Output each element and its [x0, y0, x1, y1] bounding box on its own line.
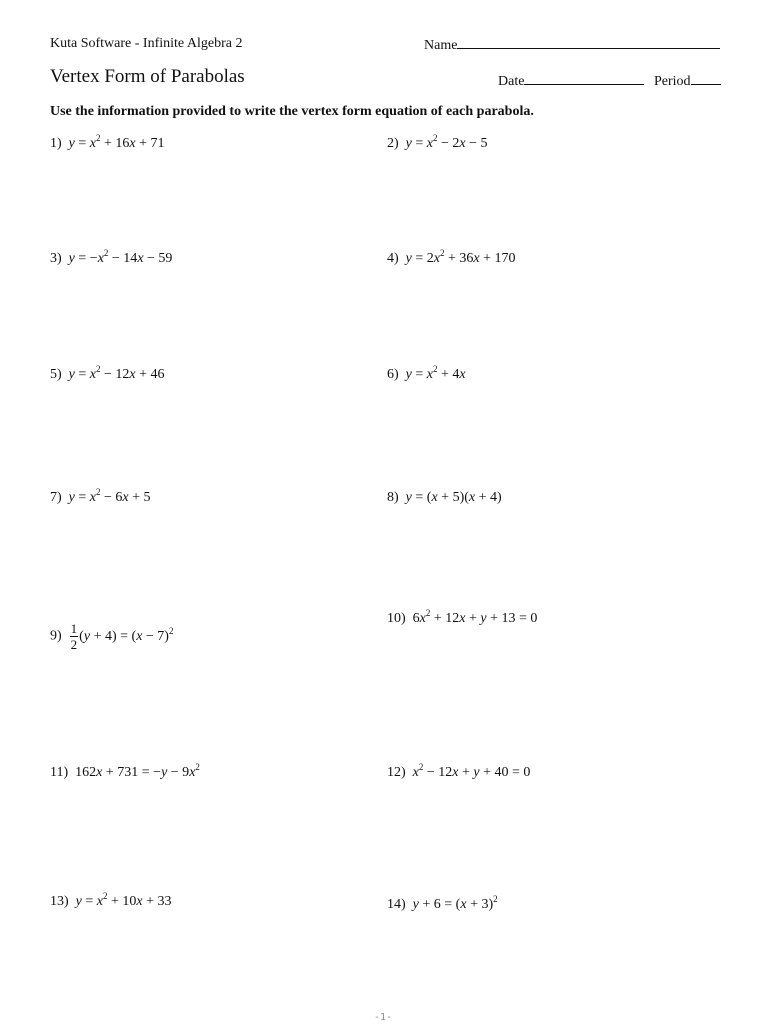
period-label: Period	[654, 74, 691, 89]
problem-number: 8)	[387, 490, 399, 505]
problem-equation: $162x + 731 = -y - 9x^2$	[75, 762, 200, 780]
problem-4	[387, 248, 516, 267]
problem-number: 6)	[387, 367, 399, 382]
problem-equation: $y + 6 = (x + 3)^2$	[412, 894, 498, 912]
problem-number: 12)	[387, 765, 406, 780]
problem-number: 13)	[50, 894, 69, 909]
problem-equation: $y = x^2 - 2x - 5$	[405, 133, 488, 151]
problem-8	[387, 490, 502, 506]
problem-number: 1)	[50, 136, 62, 151]
page-number: -1-	[374, 1012, 393, 1023]
problem-14	[387, 894, 498, 913]
problem-equation: $y = x^2 + 16x + 71$	[68, 133, 165, 151]
problem-number: 7)	[50, 490, 62, 505]
problem-number: 10)	[387, 611, 406, 626]
problem-equation: $y = -x^2 - 14x - 59$	[68, 248, 173, 266]
problem-6	[387, 364, 466, 383]
instructions: Use the information provided to write the vertex form equation of each parabola.	[50, 104, 534, 119]
problem-equation: $y = x^2 - 12x + 46$	[68, 364, 165, 382]
problem-equation: y = (x + 5)(x + 4)	[405, 490, 502, 505]
problem-7	[50, 487, 151, 506]
problem-12	[387, 762, 531, 781]
problem-equation: $6x^2 + 12x + y + 13 = 0$	[412, 608, 538, 626]
problem-number: 2)	[387, 136, 399, 151]
problem-number: 5)	[50, 367, 62, 382]
worksheet-title: Vertex Form of Parabolas	[50, 66, 245, 87]
problem-2	[387, 133, 488, 152]
problem-11	[50, 762, 200, 781]
problem-3	[50, 248, 173, 267]
problem-number: 11)	[50, 765, 69, 780]
publisher-label: Kuta Software - Infinite Algebra 2	[50, 36, 243, 51]
problem-number: 4)	[387, 251, 399, 266]
date-blank-line[interactable]	[524, 72, 644, 85]
problem-number: 9)	[50, 628, 62, 644]
problem-9	[50, 622, 173, 651]
problem-1	[50, 133, 165, 152]
problem-equation: $x^2 - 12x + y + 40 = 0$	[412, 762, 531, 780]
problem-number: 14)	[387, 897, 406, 912]
problem-equation: $\frac{1}{2}$ $(y + 4) = (x - 7)^2$	[70, 621, 174, 652]
problem-equation: $y = x^2 - 6x + 5$	[68, 487, 151, 505]
date-field[interactable]	[498, 72, 644, 90]
problem-equation: $y = x^2 + 4x$	[405, 364, 466, 382]
problem-number: 3)	[50, 251, 62, 266]
problem-10	[387, 608, 538, 627]
problem-5	[50, 364, 165, 383]
name-field[interactable]	[424, 36, 720, 54]
problem-equation: $y = 2x^2 + 36x + 170$	[405, 248, 516, 266]
date-label: Date	[498, 74, 525, 89]
period-field[interactable]	[654, 72, 721, 90]
problem-13	[50, 891, 172, 910]
problem-equation: $y = x^2 + 10x + 33$	[75, 891, 172, 909]
name-label: Name	[424, 38, 458, 53]
name-blank-line[interactable]	[457, 36, 720, 49]
period-blank-line[interactable]	[691, 72, 721, 85]
